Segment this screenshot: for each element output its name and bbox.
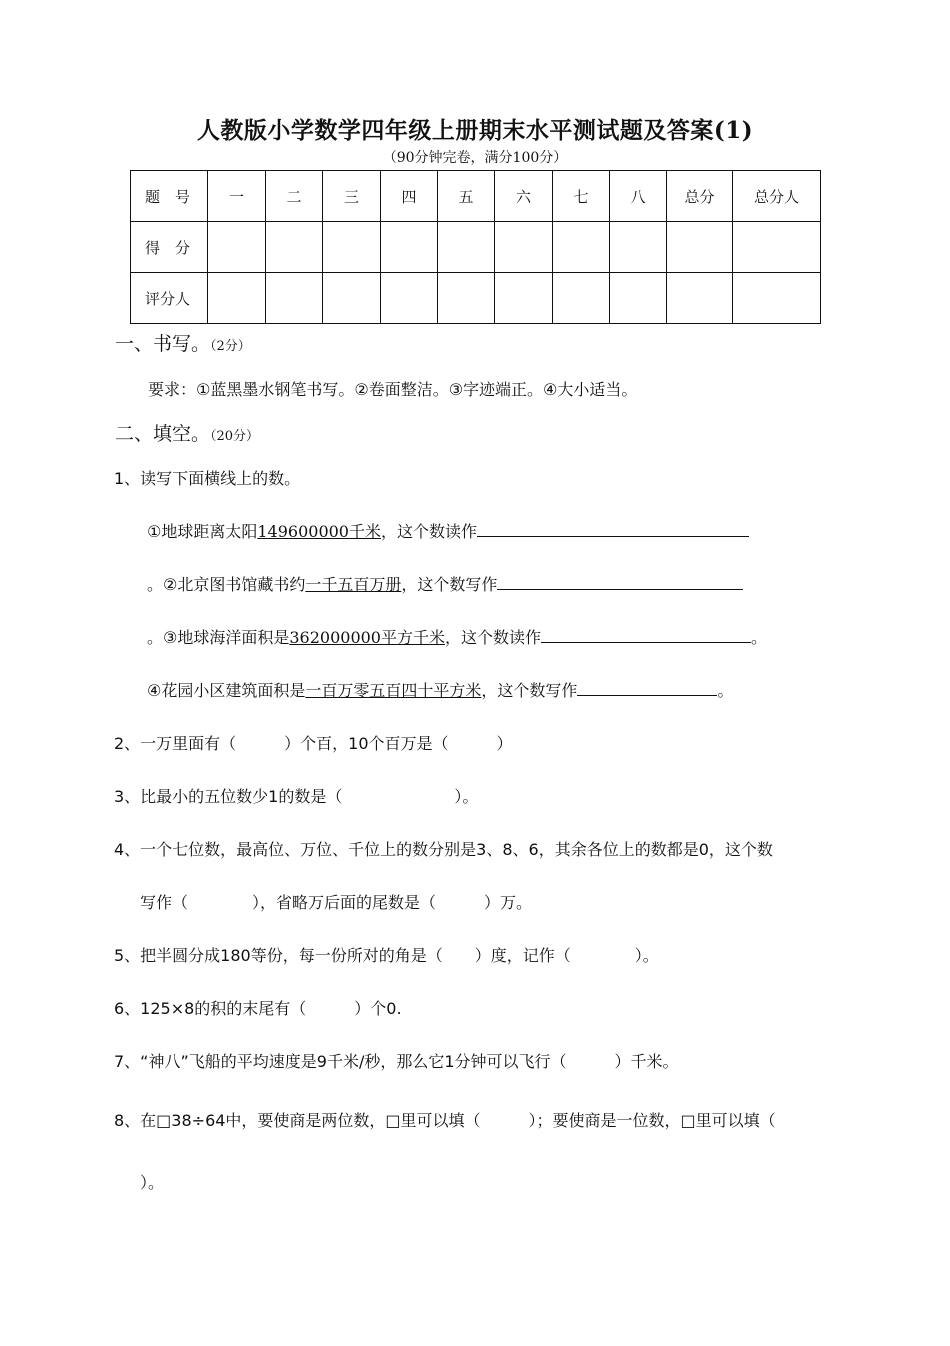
q1c-text: 。③地球海洋面积是	[147, 628, 290, 647]
page-title: 人教版小学数学四年级上册期末水平测试题及答案(1)	[196, 117, 754, 144]
table-row-label: 得 分	[131, 222, 208, 273]
table-header-cell: 三	[323, 171, 381, 222]
question-1-a	[147, 519, 749, 542]
question-6: 6、125×8的积的末尾有（ ）个0.	[114, 999, 402, 1018]
score-table	[130, 170, 821, 324]
section-1-points: （2分）	[210, 339, 251, 354]
score-table-header-row	[131, 171, 821, 222]
question-2: 2、一万里面有（ ）个百，10个百万是（ ）	[114, 734, 513, 753]
score-cell[interactable]	[266, 222, 323, 273]
section-1-heading	[115, 329, 251, 356]
question-7: 7、“神八”飞船的平均速度是9千米/秒，那么它1分钟可以飞行（ ）千米。	[114, 1052, 679, 1071]
q1d-text-post: ，这个数写作	[481, 681, 578, 700]
table-header-cell: 六	[495, 171, 553, 222]
score-cell[interactable]	[323, 273, 381, 324]
section-1-requirement: 要求：①蓝黑墨水钢笔书写。②卷面整洁。③字迹端正。④大小适当。	[148, 380, 638, 399]
q1d-end: 。	[717, 681, 734, 700]
q1a-text-post: ，这个数读作	[380, 522, 477, 541]
question-1-b	[147, 572, 743, 595]
table-row-label: 评分人	[131, 273, 208, 324]
question-1-c	[147, 625, 767, 648]
score-cell[interactable]	[381, 273, 438, 324]
q1c-underlined: 362000000平方千米	[289, 628, 445, 647]
score-cell[interactable]	[495, 222, 553, 273]
q1b-underlined: 一千五百万册	[305, 575, 402, 594]
question-1-d	[147, 678, 733, 701]
q1c-end: 。	[751, 628, 768, 647]
q1b-text: 。②北京图书馆藏书约	[147, 575, 306, 594]
score-cell[interactable]	[553, 273, 610, 324]
table-header-cell: 八	[610, 171, 667, 222]
score-cell[interactable]	[323, 222, 381, 273]
score-cell[interactable]	[667, 273, 733, 324]
table-header-cell: 四	[381, 171, 438, 222]
q1d-underlined: 一百万零五百四十平方米	[305, 681, 482, 700]
score-cell[interactable]	[438, 222, 495, 273]
score-table-row	[131, 222, 821, 273]
score-cell[interactable]	[553, 222, 610, 273]
q1a-underlined: 149600000千米	[257, 522, 381, 541]
table-header-cell: 一	[208, 171, 266, 222]
score-table-row	[131, 273, 821, 324]
table-header-cell: 五	[438, 171, 495, 222]
question-5: 5、把半圆分成180等份，每一份所对的角是（ ）度，记作（ ）。	[114, 946, 659, 965]
q1b-text-post: ，这个数写作	[401, 575, 498, 594]
score-cell[interactable]	[266, 273, 323, 324]
section-2-points: （20分）	[210, 429, 260, 444]
section-2-heading	[115, 419, 259, 446]
question-4-line-2: 写作（ ），省略万后面的尾数是（ ）万。	[140, 893, 533, 912]
question-1-stem: 1、读写下面横线上的数。	[114, 469, 301, 488]
q1a-text: ①地球距离太阳	[147, 522, 258, 541]
score-cell[interactable]	[610, 273, 667, 324]
q1c-text-post: ，这个数读作	[444, 628, 541, 647]
q1d-text: ④花园小区建筑面积是	[147, 681, 306, 700]
table-header-cell: 七	[553, 171, 610, 222]
table-header-cell: 总分	[667, 171, 733, 222]
section-2-title: 二、填空。	[115, 423, 211, 445]
section-1-title: 一、书写。	[115, 333, 211, 355]
question-4-line-1: 4、一个七位数，最高位、万位、千位上的数分别是3、8、6，其余各位上的数都是0，这个数	[114, 840, 773, 859]
answer-blank[interactable]	[541, 628, 751, 643]
answer-blank[interactable]	[497, 575, 743, 590]
score-cell[interactable]	[208, 222, 266, 273]
score-cell[interactable]	[733, 273, 821, 324]
answer-blank[interactable]	[477, 522, 749, 537]
page-subtitle: （90分钟完卷，满分100分）	[382, 150, 568, 166]
table-header-cell: 题 号	[131, 171, 208, 222]
table-header-cell: 总分人	[733, 171, 821, 222]
score-cell[interactable]	[381, 222, 438, 273]
question-8-line-2: ）。	[140, 1173, 165, 1192]
answer-blank[interactable]	[577, 681, 717, 696]
score-cell[interactable]	[495, 273, 553, 324]
score-cell[interactable]	[438, 273, 495, 324]
score-cell[interactable]	[733, 222, 821, 273]
table-header-cell: 二	[266, 171, 323, 222]
score-cell[interactable]	[208, 273, 266, 324]
score-cell[interactable]	[610, 222, 667, 273]
question-3: 3、比最小的五位数少1的数是（ ）。	[114, 787, 479, 806]
score-cell[interactable]	[667, 222, 733, 273]
question-8-line-1: 8、在□38÷64中，要使商是两位数，□里可以填（ ）；要使商是一位数，□里可以填（	[114, 1111, 776, 1130]
